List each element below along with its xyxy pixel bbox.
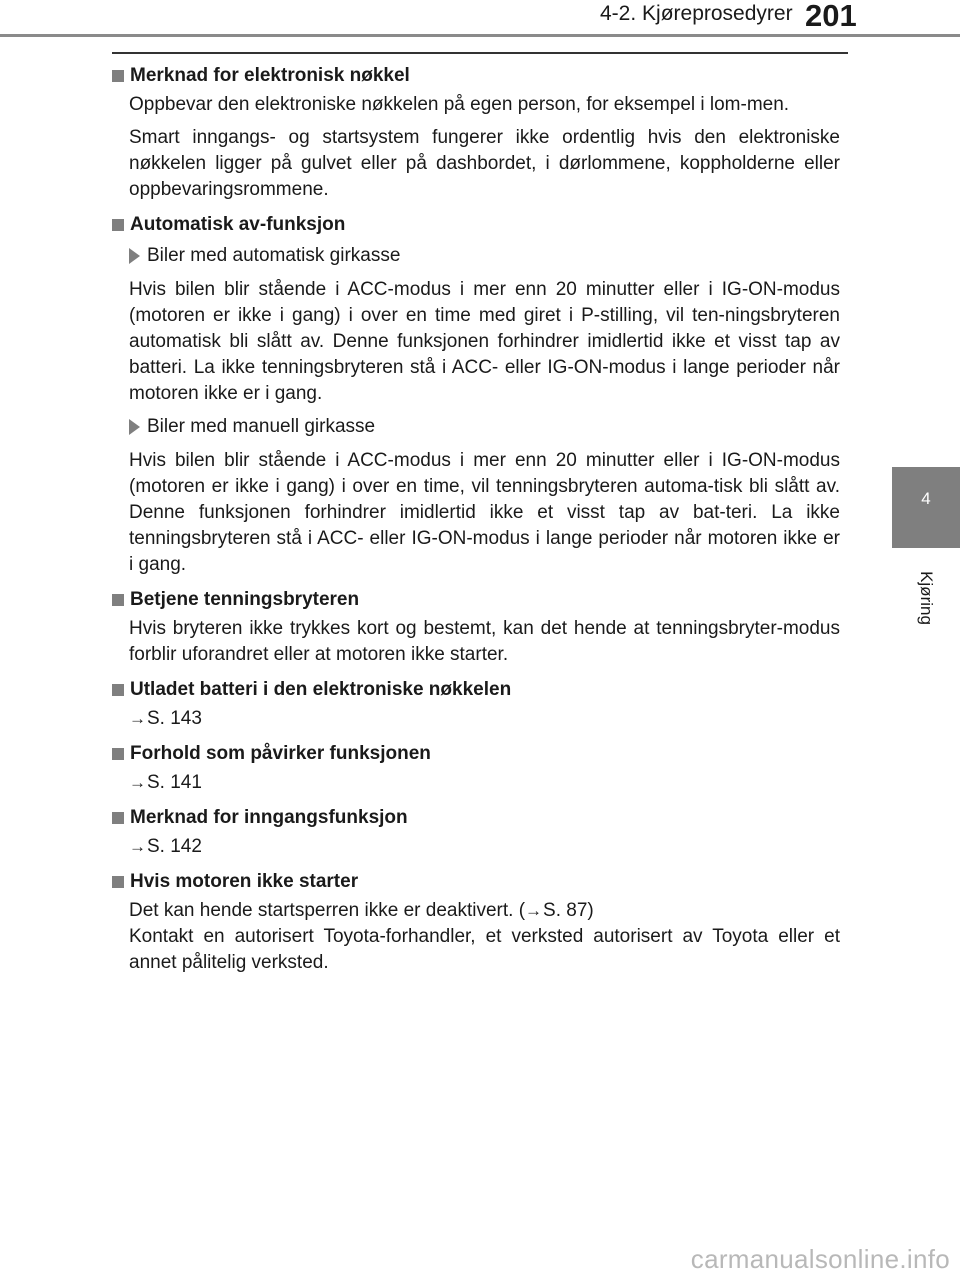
triangle-bullet-icon [129,248,140,264]
header-top-rule [0,34,960,37]
section-auto-off-function [112,211,840,578]
chapter-label: Kjøring [917,571,936,625]
section-heading [112,586,840,614]
section-heading [112,676,840,704]
square-bullet-icon [112,876,124,888]
heading-text: Automatisk av-funksjon [130,214,346,235]
paragraph: Hvis bilen blir stående i ACC-modus i mer enn 20 minutter eller i IG-ON-modus (motoren er ikke i gang) i over en time, vil tenningsbryteren automa-tisk bli slått av. Denne funksjonen forhindrer imidlertid ikke et visst tap av bat-teri. La ikke tenningsbryteren stå i ACC- eller IG-ON-modus i lange perioder når motoren ikke er i gang. [129,450,840,575]
paragraph: Hvis bilen blir stående i ACC-modus i mer enn 20 minutter eller i IG-ON-modus (motoren er ikke i gang) i over en time med giret i P-stilling, vil ten-ningsbryteren automatisk bli slått av. Denne funksjonen forhindrer imidlertid ikke et visst tap av batteri. La ikke tenningsbryteren stå i ACC- eller IG-ON-modus i lange perioder når motoren ikke er i gang. [129,279,840,404]
triangle-bullet-icon [129,419,140,435]
page-reference[interactable] [129,706,840,732]
heading-text: Merknad for elektronisk nøkkel [130,65,410,86]
section-heading [112,868,840,896]
reference-text: S. 141 [147,772,202,793]
section-heading [112,211,840,239]
arrow-right-icon: → [129,837,146,856]
heading-text: Merknad for inngangsfunksjon [130,807,408,828]
square-bullet-icon [112,748,124,760]
section-conditions [112,740,840,796]
section-key-battery [112,676,840,732]
subheading [129,414,840,440]
square-bullet-icon [112,219,124,231]
paragraph: Smart inngangs- og startsystem fungerer ikke ordentlig hvis den elektroniske nøkkelen ligger på gulvet eller på dashbordet, i dørlommene, koppholderne eller oppbevaringsrommene. [129,127,840,200]
paragraph: Kontakt en autorisert Toyota-forhandler, et verksted autorisert av Toyota eller et annet pålitelig verksted. [129,926,840,973]
section-electronic-key-note [112,62,840,203]
paragraph-text: Det kan hende startsperren ikke er deaktivert. ( [129,900,526,921]
square-bullet-icon [112,684,124,696]
paragraph [129,898,840,924]
reference-text: S. 143 [147,708,202,729]
arrow-right-icon: → [525,901,543,920]
heading-text: Forhold som påvirker funksjonen [130,743,431,764]
heading-text: Hvis motoren ikke starter [130,871,359,892]
paragraph-text: ) [587,900,594,921]
section-engine-not-starting [112,868,840,976]
page-reference[interactable] [129,834,840,860]
subheading-text: Biler med manuell girkasse [147,416,376,437]
reference-text: S. 142 [147,836,202,857]
section-heading [112,62,840,90]
square-bullet-icon [112,70,124,82]
section-heading [112,740,840,768]
section-entry-function [112,804,840,860]
square-bullet-icon [112,812,124,824]
subheading-text: Biler med automatisk girkasse [147,245,401,266]
section-ignition-switch [112,586,840,668]
arrow-right-icon: → [129,773,146,792]
chapter-tab [892,467,960,548]
page-reference[interactable]: S. 87 [543,900,588,921]
section-heading [112,804,840,832]
heading-text: Betjene tenningsbryteren [130,589,360,610]
chapter-number: 4 [921,489,931,508]
arrow-right-icon: → [129,709,146,728]
subheading [129,243,840,269]
heading-text: Utladet batteri i den elektroniske nøkkelen [130,679,512,700]
header-rule [112,52,848,54]
page-number: 201 [805,0,857,33]
paragraph: Oppbevar den elektroniske nøkkelen på egen person, for eksempel i lom-men. [129,94,790,115]
header-section-title: 4-2. Kjøreprosedyrer [600,2,793,25]
paragraph: Hvis bryteren ikke trykkes kort og bestemt, kan det hende at tenningsbryter-modus forblir uforandret eller at motoren ikke starter. [129,618,840,665]
watermark: carmanualsonline.info [690,1244,950,1274]
page-reference[interactable] [129,770,840,796]
square-bullet-icon [112,594,124,606]
page-content [112,62,840,984]
